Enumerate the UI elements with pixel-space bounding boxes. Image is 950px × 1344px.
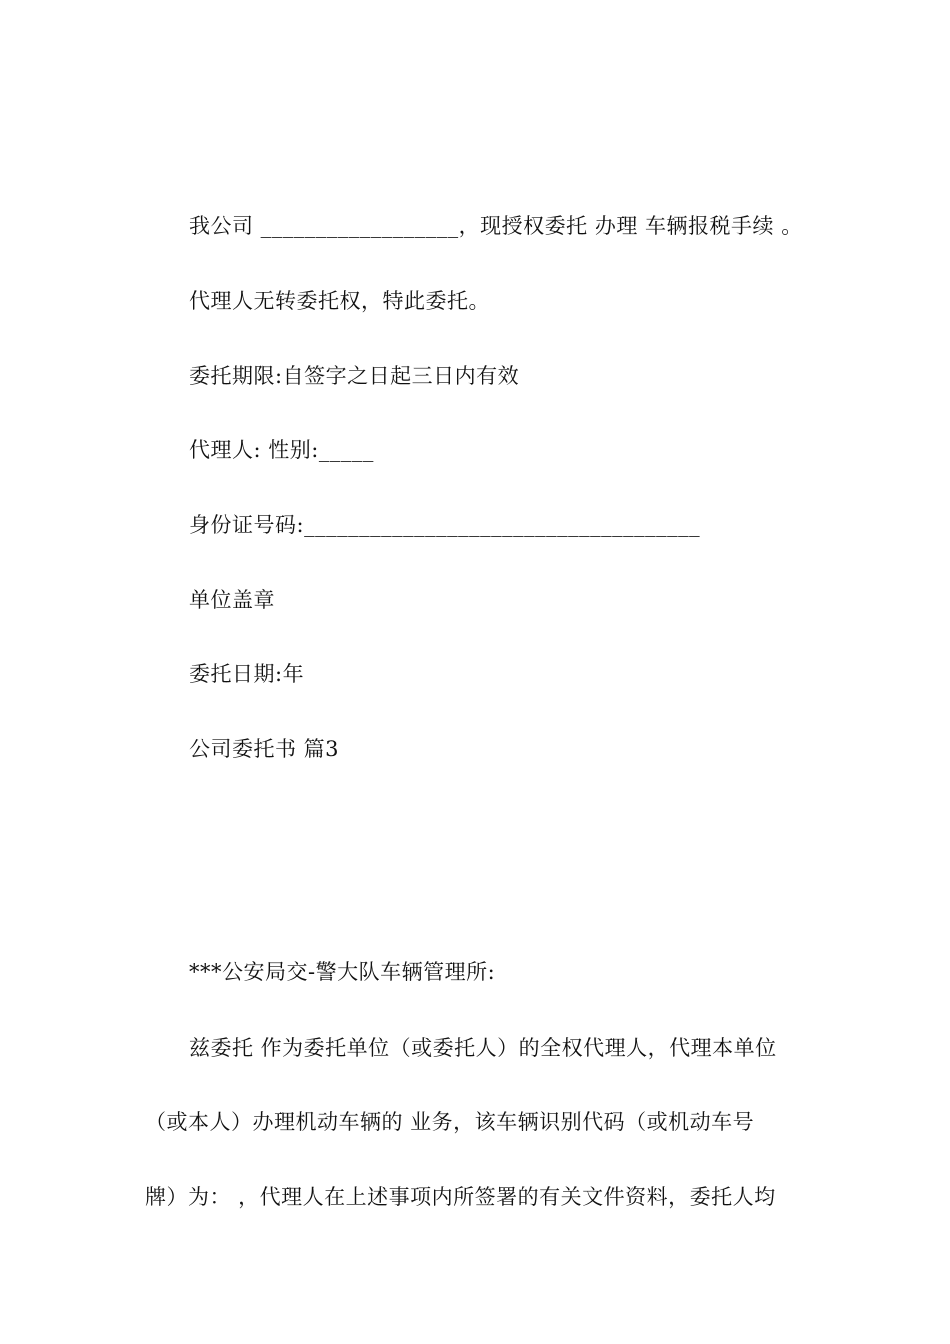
addressee-line: ***公安局交-警大队车辆管理所: xyxy=(189,960,496,984)
section-heading: 公司委托书 篇3 xyxy=(189,737,340,761)
authorization-line: 我公司 __________________，现授权委托 办理 车辆报税手续 。 xyxy=(189,214,803,238)
id-number-line: 身份证号码:____________________________________ xyxy=(189,513,701,537)
body-paragraph-line-1: 兹委托 作为委托单位（或委托人）的全权代理人，代理本单位 xyxy=(189,1036,777,1060)
validity-period-line: 委托期限:自签字之日起三日内有效 xyxy=(189,364,520,388)
company-seal-line: 单位盖章 xyxy=(189,588,275,612)
body-paragraph-line-3: 牌）为： ，代理人在上述事项内所签署的有关文件资料，委托人均 xyxy=(145,1185,776,1209)
no-sub-delegation-line: 代理人无转委托权，特此委托。 xyxy=(189,289,490,313)
delegation-date-line: 委托日期:年 xyxy=(189,662,305,686)
body-paragraph-line-2: （或本人）办理机动车辆的 业务，该车辆识别代码（或机动车号 xyxy=(145,1110,755,1134)
agent-gender-line: 代理人: 性别:_____ xyxy=(189,438,374,462)
